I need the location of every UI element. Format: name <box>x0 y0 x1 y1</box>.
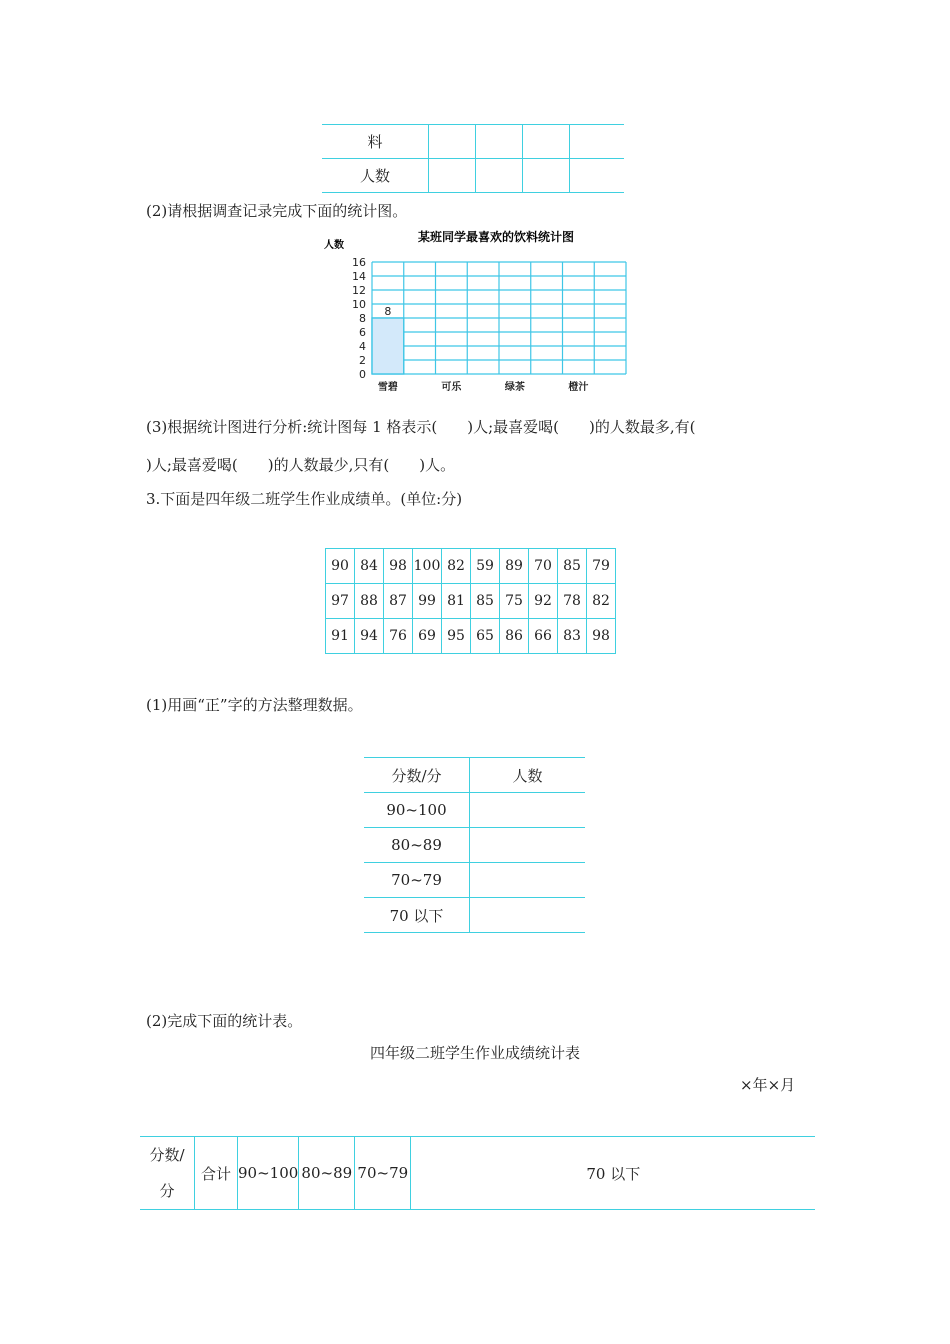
blank-cell <box>470 863 586 898</box>
score-cell: 84 <box>355 549 384 584</box>
score-cell: 88 <box>355 584 384 619</box>
bar-chart <box>310 224 640 396</box>
scores-table <box>325 548 616 654</box>
stat-table <box>140 1136 815 1210</box>
stat-instruction: (2)完成下面的统计表。 <box>146 1012 303 1030</box>
score-cell: 89 <box>500 549 529 584</box>
y-axis-label: 人数 <box>324 240 344 251</box>
column-header-count: 人数 <box>470 758 586 793</box>
blank-cell <box>429 125 476 159</box>
table-header-row <box>364 758 585 793</box>
score-cell: 94 <box>355 619 384 654</box>
column-total: 合计 <box>195 1137 238 1210</box>
score-cell: 82 <box>442 549 471 584</box>
x-tick-label: 绿茶 <box>504 382 525 393</box>
score-cell: 75 <box>500 584 529 619</box>
table-row <box>364 863 585 898</box>
score-cell: 92 <box>529 584 558 619</box>
column-90-100: 90~100 <box>238 1137 299 1210</box>
score-cell: 70 <box>529 549 558 584</box>
x-tick-label: 橙汁 <box>568 382 589 393</box>
data-label: 8 <box>384 305 392 318</box>
question-3-line-1: (3)根据统计图进行分析:统计图每 1 格表示( )人;最喜爱喝( )的人数最多,有( <box>146 418 696 436</box>
y-tick-label: 14 <box>352 270 366 283</box>
table-row <box>364 898 585 933</box>
y-tick-label: 12 <box>352 284 366 297</box>
row-label: 料 <box>322 125 429 159</box>
column-header-score <box>140 1137 195 1210</box>
blank-cell <box>523 159 570 193</box>
table-row <box>326 549 616 584</box>
x-tick-label: 雪碧 <box>377 382 398 393</box>
blank-cell <box>523 125 570 159</box>
question-3-line-2: )人;最喜爱喝( )的人数最少,只有( )人。 <box>146 456 456 474</box>
score-range: 80~89 <box>364 828 470 863</box>
score-cell: 87 <box>384 584 413 619</box>
y-tick-label: 0 <box>359 368 366 381</box>
y-tick-label: 2 <box>359 354 366 367</box>
score-cell: 66 <box>529 619 558 654</box>
score-cell: 82 <box>587 584 616 619</box>
y-tick-label: 8 <box>359 312 366 325</box>
score-cell: 69 <box>413 619 442 654</box>
column-below-70: 70 以下 <box>411 1137 816 1210</box>
score-cell: 76 <box>384 619 413 654</box>
y-tick-label: 6 <box>359 326 366 339</box>
score-cell: 83 <box>558 619 587 654</box>
score-cell: 59 <box>471 549 500 584</box>
blank-cell <box>470 898 586 933</box>
score-cell: 65 <box>471 619 500 654</box>
table-row <box>364 828 585 863</box>
drink-survey-table <box>322 124 624 193</box>
score-cell: 99 <box>413 584 442 619</box>
table-row <box>364 793 585 828</box>
column-70-79: 70~79 <box>355 1137 411 1210</box>
chart-title: 某班同学最喜欢的饮料统计图 <box>417 230 575 244</box>
blank-cell <box>470 793 586 828</box>
score-cell: 91 <box>326 619 355 654</box>
blank-cell <box>429 159 476 193</box>
score-cell: 78 <box>558 584 587 619</box>
header-line-1: 分数/ <box>149 1146 185 1164</box>
section-3-title: 3.下面是四年级二班学生作业成绩单。(单位:分) <box>146 490 463 508</box>
y-tick-label: 10 <box>352 298 366 311</box>
score-cell: 90 <box>326 549 355 584</box>
score-cell: 86 <box>500 619 529 654</box>
score-cell: 98 <box>384 549 413 584</box>
column-80-89: 80~89 <box>299 1137 355 1210</box>
score-range: 70~79 <box>364 863 470 898</box>
row-label: 人数 <box>322 159 429 193</box>
score-range: 90~100 <box>364 793 470 828</box>
table-row <box>326 584 616 619</box>
x-tick-label: 可乐 <box>441 382 462 393</box>
score-cell: 98 <box>587 619 616 654</box>
stat-table-title: 四年级二班学生作业成绩统计表 <box>369 1044 580 1062</box>
blank-cell <box>570 159 625 193</box>
question-2-instruction: (2)请根据调查记录完成下面的统计图。 <box>146 202 408 220</box>
table-row <box>140 1137 815 1210</box>
score-cell: 100 <box>413 549 442 584</box>
column-header-score: 分数/分 <box>364 758 470 793</box>
y-tick-label: 16 <box>352 256 366 269</box>
blank-cell <box>470 828 586 863</box>
score-range: 70 以下 <box>364 898 470 933</box>
score-cell: 85 <box>471 584 500 619</box>
blank-cell <box>476 159 523 193</box>
tally-table <box>364 757 585 933</box>
score-cell: 79 <box>587 549 616 584</box>
blank-cell <box>570 125 625 159</box>
header-line-2: 分 <box>159 1182 175 1200</box>
blank-cell <box>476 125 523 159</box>
score-cell: 85 <box>558 549 587 584</box>
score-cell: 81 <box>442 584 471 619</box>
bar <box>372 318 404 374</box>
score-cell: 97 <box>326 584 355 619</box>
table-row <box>322 125 624 159</box>
score-cell: 95 <box>442 619 471 654</box>
tally-instruction: (1)用画“正”字的方法整理数据。 <box>146 696 363 714</box>
table-row <box>326 619 616 654</box>
stat-date: ×年×月 <box>740 1076 796 1094</box>
table-row <box>322 159 624 193</box>
y-tick-label: 4 <box>359 340 366 353</box>
